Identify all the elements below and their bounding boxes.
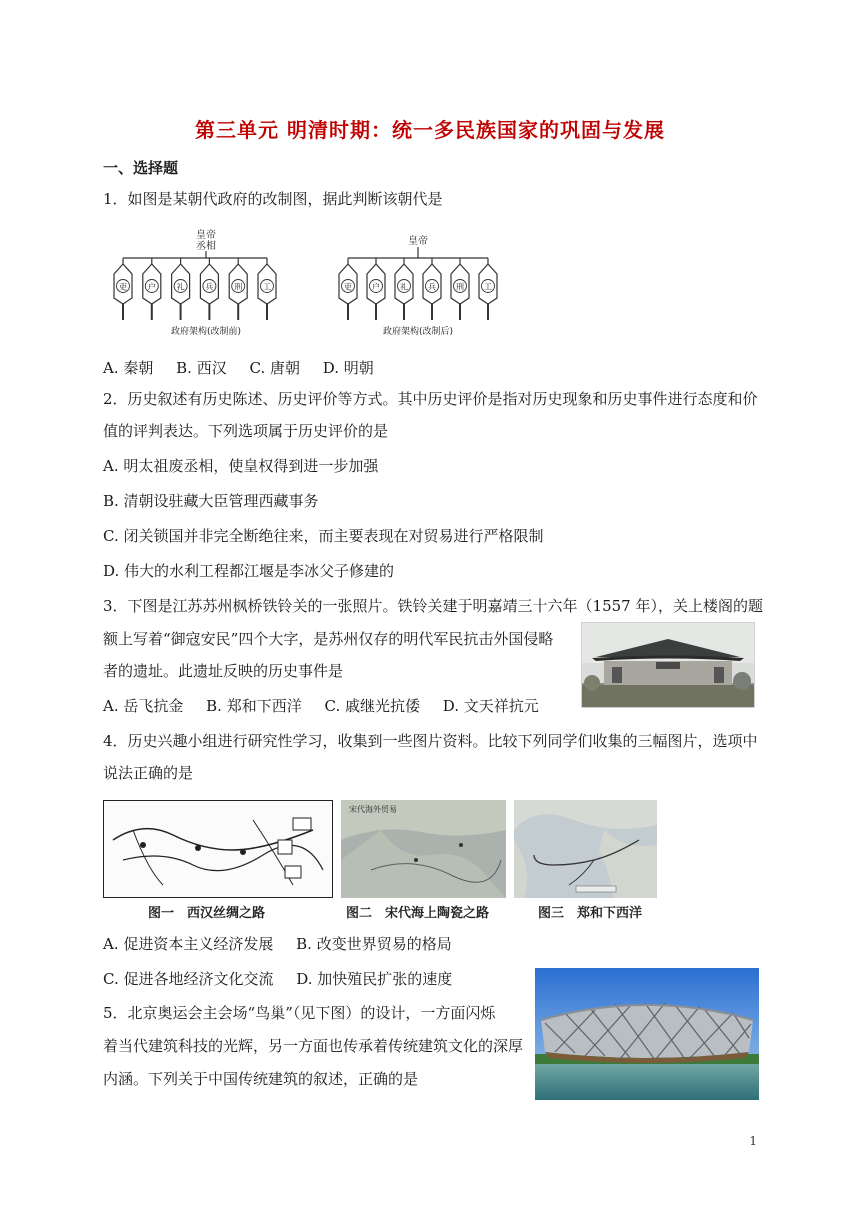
zheng-he-voyage-map (514, 800, 657, 898)
birds-nest-stadium-photo (535, 968, 759, 1100)
ministry-box (339, 258, 357, 320)
question-3-text-line1: 3．下图是江苏苏州枫桥铁铃关的一张照片。铁铃关建于明嘉靖三十六年（1557 年），关上楼阁的题 (103, 597, 763, 615)
q2-option-b[interactable]: B. 清朝设驻藏大臣管理西藏事务 (103, 492, 319, 510)
ministry-label: 礼 (400, 282, 408, 292)
ministry-box (479, 258, 497, 320)
question-1-options (103, 358, 392, 378)
ministry-label: 户 (147, 282, 156, 292)
ministry-label: 工 (263, 282, 271, 292)
emperor-label-before: 皇帝 (196, 230, 216, 241)
q1-option-d[interactable]: D. 明朝 (322, 359, 374, 377)
government-structure-diagram (103, 226, 492, 342)
q4-option-d[interactable]: D. 加快殖民扩张的速度 (296, 970, 453, 988)
question-3-options (103, 696, 557, 716)
page-number: 1 (749, 1134, 757, 1148)
q2-option-a[interactable]: A. 明太祖废丞相，使皇权得到进一步加强 (103, 457, 379, 475)
ministry-box (114, 258, 132, 320)
q4-option-b[interactable]: B. 改变世界贸易的格局 (296, 935, 452, 953)
ministry-box (258, 258, 276, 320)
section-heading: 一、选择题 (103, 159, 179, 177)
ministry-label: 吏 (344, 282, 352, 292)
map-caption-1: 图一 西汉丝绸之路 (148, 906, 266, 921)
structure-after-diagram (339, 234, 497, 337)
q1-option-a[interactable]: A. 秦朝 (103, 359, 154, 377)
ministry-label: 户 (372, 282, 380, 292)
question-5-text-line2: 着当代建筑科技的光辉，另一方面也传承着传统建筑文化的深厚 (103, 1037, 524, 1055)
q1-option-b[interactable]: B. 西汉 (176, 359, 227, 377)
q2-option-d[interactable]: D. 伟大的水利工程都江堰是李冰父子修建的 (103, 562, 395, 580)
emperor-label-after: 皇帝 (408, 236, 428, 247)
ministry-box (395, 258, 413, 320)
q3-option-a[interactable]: A. 岳飞抗金 (103, 697, 184, 715)
ministry-label: 礼 (176, 282, 185, 292)
ministry-box (451, 258, 469, 320)
ministry-label: 刑 (456, 282, 464, 292)
ministry-label: 吏 (119, 282, 127, 292)
ministry-label: 兵 (428, 282, 436, 292)
ministry-box (172, 258, 190, 320)
q1-option-c[interactable]: C. 唐朝 (249, 359, 300, 377)
map-caption-3: 图三 郑和下西洋 (538, 906, 643, 921)
ministry-box (200, 258, 218, 320)
ministry-label: 刑 (234, 282, 243, 292)
ministry-label: 工 (484, 282, 492, 292)
silk-road-map (103, 800, 333, 898)
q3-option-b[interactable]: B. 郑和下西洋 (206, 697, 302, 715)
map-caption-2: 图二 宋代海上陶瓷之路 (346, 906, 490, 921)
song-map-title: 宋代海外贸易 (349, 805, 397, 814)
ministry-box (423, 258, 441, 320)
page-title: 第三单元 明清时期：统一多民族国家的巩固与发展 (195, 118, 665, 142)
question-4-options-row2 (103, 969, 470, 989)
q4-option-c[interactable]: C. 促进各地经济文化交流 (103, 970, 274, 988)
tieling-pass-photo (581, 622, 755, 708)
question-5-text-line3: 内涵。下列关于中国传统建筑的叙述，正确的是 (103, 1070, 419, 1088)
q2-option-c[interactable]: C. 闭关锁国并非完全断绝往来，而主要表现在对贸易进行严格限制 (103, 527, 544, 545)
question-2-text-line1: 2．历史叙述有历史陈述、历史评价等方式。其中历史评价是指对历史现象和历史事件进行态度和价 (103, 390, 758, 408)
structure-before-diagram (114, 228, 276, 337)
ministry-box (367, 258, 385, 320)
caption-after: 政府架构(改制后) (382, 327, 454, 337)
question-3-text-line3: 者的遗址。此遗址反映的历史事件是 (103, 662, 344, 680)
ministry-box (143, 258, 161, 320)
q4-option-a[interactable]: A. 促进资本主义经济发展 (103, 935, 274, 953)
q3-option-c[interactable]: C. 戚继光抗倭 (324, 697, 420, 715)
q3-option-d[interactable]: D. 文天祥抗元 (442, 697, 539, 715)
ministry-label: 兵 (205, 282, 214, 292)
caption-before: 政府架构(改制前) (170, 327, 242, 337)
question-5-text-line1: 5．北京奥运会主会场“鸟巢”（见下图）的设计，一方面闪烁 (103, 1004, 496, 1022)
question-3-text-line2: 额上写着“御寇安民”四个大字，是苏州仅存的明代军民抗击外国侵略 (103, 630, 554, 648)
question-4-text-line2: 说法正确的是 (103, 764, 194, 782)
question-4-options-row1 (103, 934, 470, 954)
ministry-box (229, 258, 247, 320)
chancellor-label-before: 丞相 (196, 241, 216, 252)
question-2-text-line2: 值的评判表达。下列选项属于历史评价的是 (103, 422, 389, 440)
question-1-text: 1．如图是某朝代政府的改制图，据此判断该朝代是 (103, 190, 443, 208)
song-ceramics-route-map (341, 800, 506, 898)
question-4-text-line1: 4．历史兴趣小组进行研究性学习，收集到一些图片资料。比较下列同学们收集的三幅图片，选项中 (103, 732, 758, 750)
